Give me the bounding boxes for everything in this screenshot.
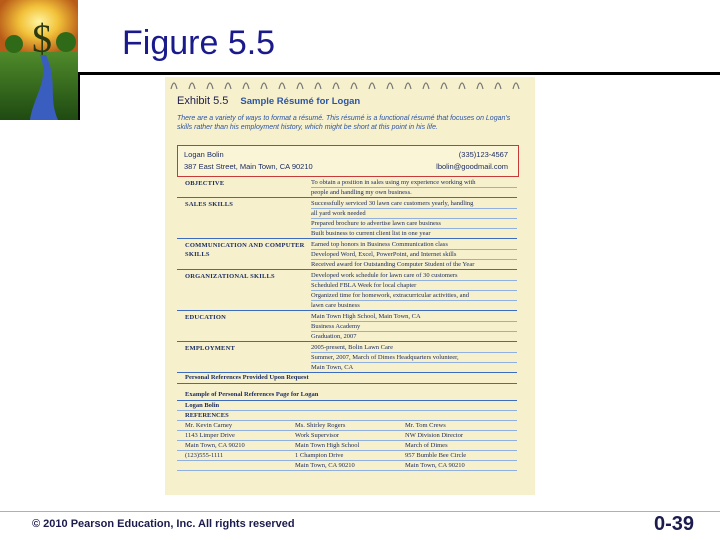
section-label: COMMUNICATION AND COMPUTER SKILLS	[185, 242, 305, 258]
spiral-binding	[165, 77, 535, 91]
section-label: OBJECTIVE	[185, 180, 225, 187]
references-row	[177, 451, 517, 461]
reference-cell: 1 Champion Drive	[295, 452, 344, 459]
section-item: lawn care business	[311, 302, 360, 309]
section-item: Prepared brochure to advertise lawn care business	[311, 219, 517, 229]
title-divider	[80, 72, 720, 75]
section-label: EDUCATION	[185, 314, 227, 321]
references-heading: REFERENCES	[177, 411, 517, 421]
reference-cell: 1143 Limper Drive	[185, 432, 235, 439]
references-note: Personal References Provided Upon Request	[177, 373, 517, 384]
page-number: 0-39	[653, 513, 694, 535]
exhibit-title: Sample Résumé for Logan	[240, 96, 361, 107]
section-sales-skills	[177, 198, 517, 239]
section-organizational-skills	[177, 270, 517, 311]
resume-figure	[165, 77, 535, 495]
reference-cell: Main Town, CA 90210	[185, 442, 245, 449]
exhibit-number: Exhibit 5.5	[177, 95, 229, 107]
references-row	[177, 441, 517, 451]
section-item: To obtain a position in sales using my experience working with	[311, 178, 517, 188]
section-item: 2005-present, Bolin Lawn Care	[311, 343, 517, 353]
footer-divider	[0, 511, 720, 512]
section-item: Organized time for homework, extracurricular activities, and	[311, 291, 517, 301]
reference-cell: Main Town, CA 90210	[295, 462, 355, 469]
section-item: people and handling my own business.	[311, 189, 412, 196]
reference-cell: Main Town, CA 90210	[405, 462, 465, 469]
section-objective	[177, 177, 517, 198]
section-item: Successfully serviced 30 lawn care customers yearly, handling	[311, 199, 517, 209]
section-item: Graduation, 2007	[311, 333, 357, 340]
section-item: Developed work schedule for lawn care of 30 customers	[311, 271, 517, 281]
resume-phone: (335)123-4567	[458, 150, 508, 159]
svg-text:$: $	[32, 16, 52, 61]
reference-cell: Ms. Shirley Rogers	[295, 422, 346, 429]
resume-address: 387 East Street, Main Town, CA 90210	[184, 162, 313, 171]
copyright-notice: © 2010 Pearson Education, Inc. All rights reserved	[32, 518, 295, 530]
section-employment	[177, 342, 517, 373]
section-label: SALES SKILLS	[185, 201, 234, 208]
references-row	[177, 461, 517, 471]
reference-cell: Work Supervisor	[295, 432, 340, 439]
reference-cell: NW Division Director	[405, 432, 464, 439]
reference-cell: (123)555-1111	[185, 452, 224, 459]
section-item: Main Town, CA	[311, 364, 354, 371]
section-communication-skills	[177, 239, 517, 270]
section-item: Earned top honors in Business Communication class	[311, 240, 517, 250]
reference-cell: 957 Bumble Bee Circle	[405, 452, 467, 459]
reference-cell	[185, 461, 295, 470]
section-label: EMPLOYMENT	[185, 345, 236, 352]
reference-cell: March of Dimes	[405, 442, 448, 449]
section-label: ORGANIZATIONAL SKILLS	[185, 273, 275, 280]
title-divider-vertical	[78, 72, 80, 120]
section-item: Received award for Outstanding Computer Student of the Year	[311, 261, 475, 268]
reference-cell: Mr. Tom Crews	[405, 422, 446, 429]
section-item: Developed Word, Excel, PowerPoint, and Internet skills	[311, 250, 517, 260]
exhibit-heading	[177, 95, 360, 107]
references-caption: Example of Personal References Page for Logan	[177, 390, 517, 401]
section-item: Scheduled FBLA Week for local chapter	[311, 281, 517, 291]
resume-email: lbolin@goodmail.com	[436, 162, 508, 171]
references-name: Logan Bolin	[177, 401, 517, 411]
exhibit-intro: There are a variety of ways to format a résumé. This résumé is a functional résumé that focuses on Logan's skills rather than his employment history, which might be short at this point in his life.	[177, 115, 511, 131]
resume	[171, 145, 523, 471]
slide-title: Figure 5.5	[122, 24, 276, 62]
references-row	[177, 431, 517, 441]
references-row	[177, 421, 517, 431]
resume-header	[177, 145, 519, 177]
section-education	[177, 311, 517, 342]
dollar-road-icon	[0, 0, 78, 120]
section-item: Summer, 2007, March of Dimes Headquarters volunteer,	[311, 353, 517, 363]
reference-cell: Mr. Kevin Carney	[185, 422, 233, 429]
section-item: Business Academy	[311, 322, 517, 332]
resume-name: Logan Bolin	[184, 150, 224, 159]
section-item: Main Town High School, Main Town, CA	[311, 312, 517, 322]
section-item: Built business to current client list in one year	[311, 230, 431, 237]
reference-cell: Main Town High School	[295, 442, 360, 449]
section-item: all yard work needed	[311, 209, 517, 219]
